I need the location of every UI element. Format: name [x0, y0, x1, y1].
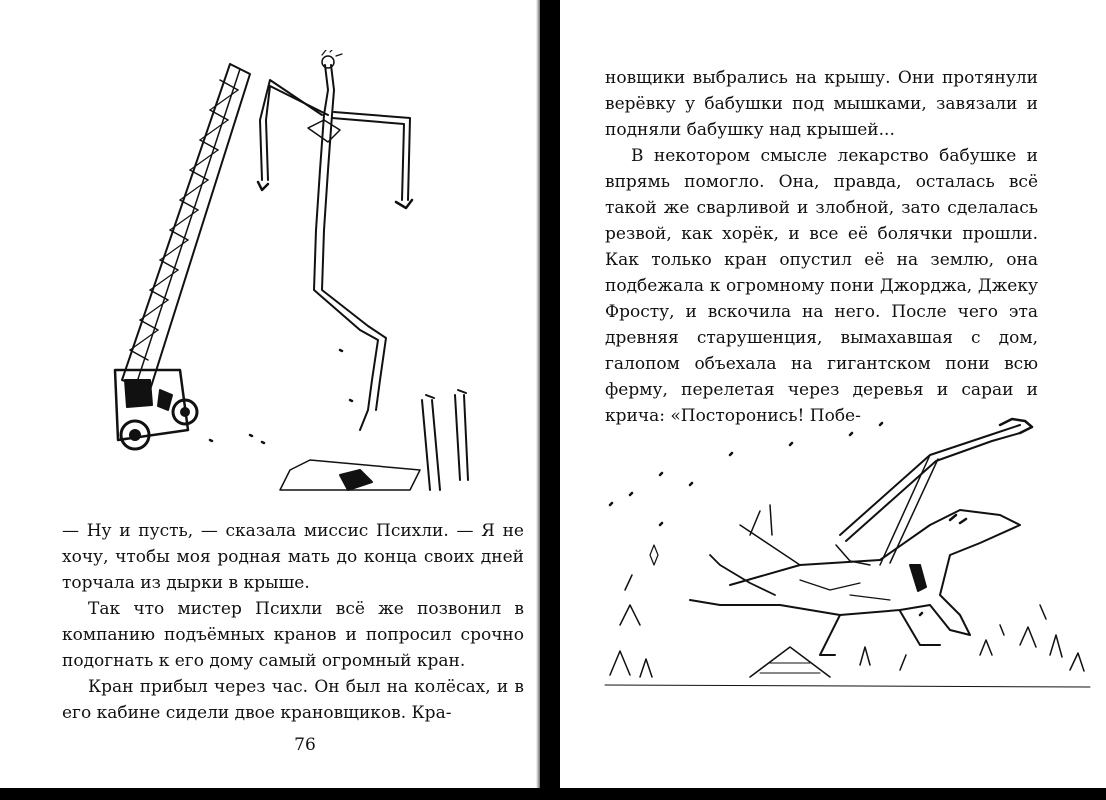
- pony-ride-illustration: [600, 415, 1100, 695]
- page-number: 76: [294, 735, 316, 755]
- book-gutter: [540, 0, 560, 788]
- paragraph: В некотором смысле лекарство бабушке и впрямь помогло. Она, правда, осталась всё такой же сварливой и злобной, зато сделалась резвой, как хорёк, и все её болячки прошли. Как только кран опустил её на землю, она подбежала к огромному пони Джорджа, Джеку Фросту, и вскочила на него. После чего эта древняя старушенция, вымахавшая с дом, галопом объехала на гигантском пони всю ферму, перелетая через деревья и сараи и крича: «Посторонись! Побе-: [605, 146, 1038, 426]
- left-page: [0, 0, 540, 788]
- scan-bottom-edge: [0, 788, 1106, 800]
- right-page: [560, 0, 1106, 788]
- left-page-text: [62, 518, 524, 726]
- crane-boom: [122, 64, 250, 390]
- paragraph: Так что мистер Психли всё же позвонил в компанию подъёмных кранов и попросил срочно подогнать к его дому самый огромный кран.: [62, 599, 524, 671]
- paragraph: — Ну и пусть, — сказала миссис Психли. — Я не хочу, чтобы моя родная мать до конца своих дней торчала из дырки в крыше.: [62, 521, 524, 593]
- paragraph: Кран прибыл через час. Он был на колёсах, и в его кабине сидели двое крановщиков. Кра-: [62, 677, 524, 723]
- crane-illustration: [110, 50, 490, 510]
- paragraph: новщики выбрались на крышу. Они протянули верёвку у бабушки под мышками, завязали и подняли бабушку над крышей...: [605, 68, 1038, 140]
- right-page-text: [605, 65, 1038, 429]
- pony-figure: [690, 510, 1020, 635]
